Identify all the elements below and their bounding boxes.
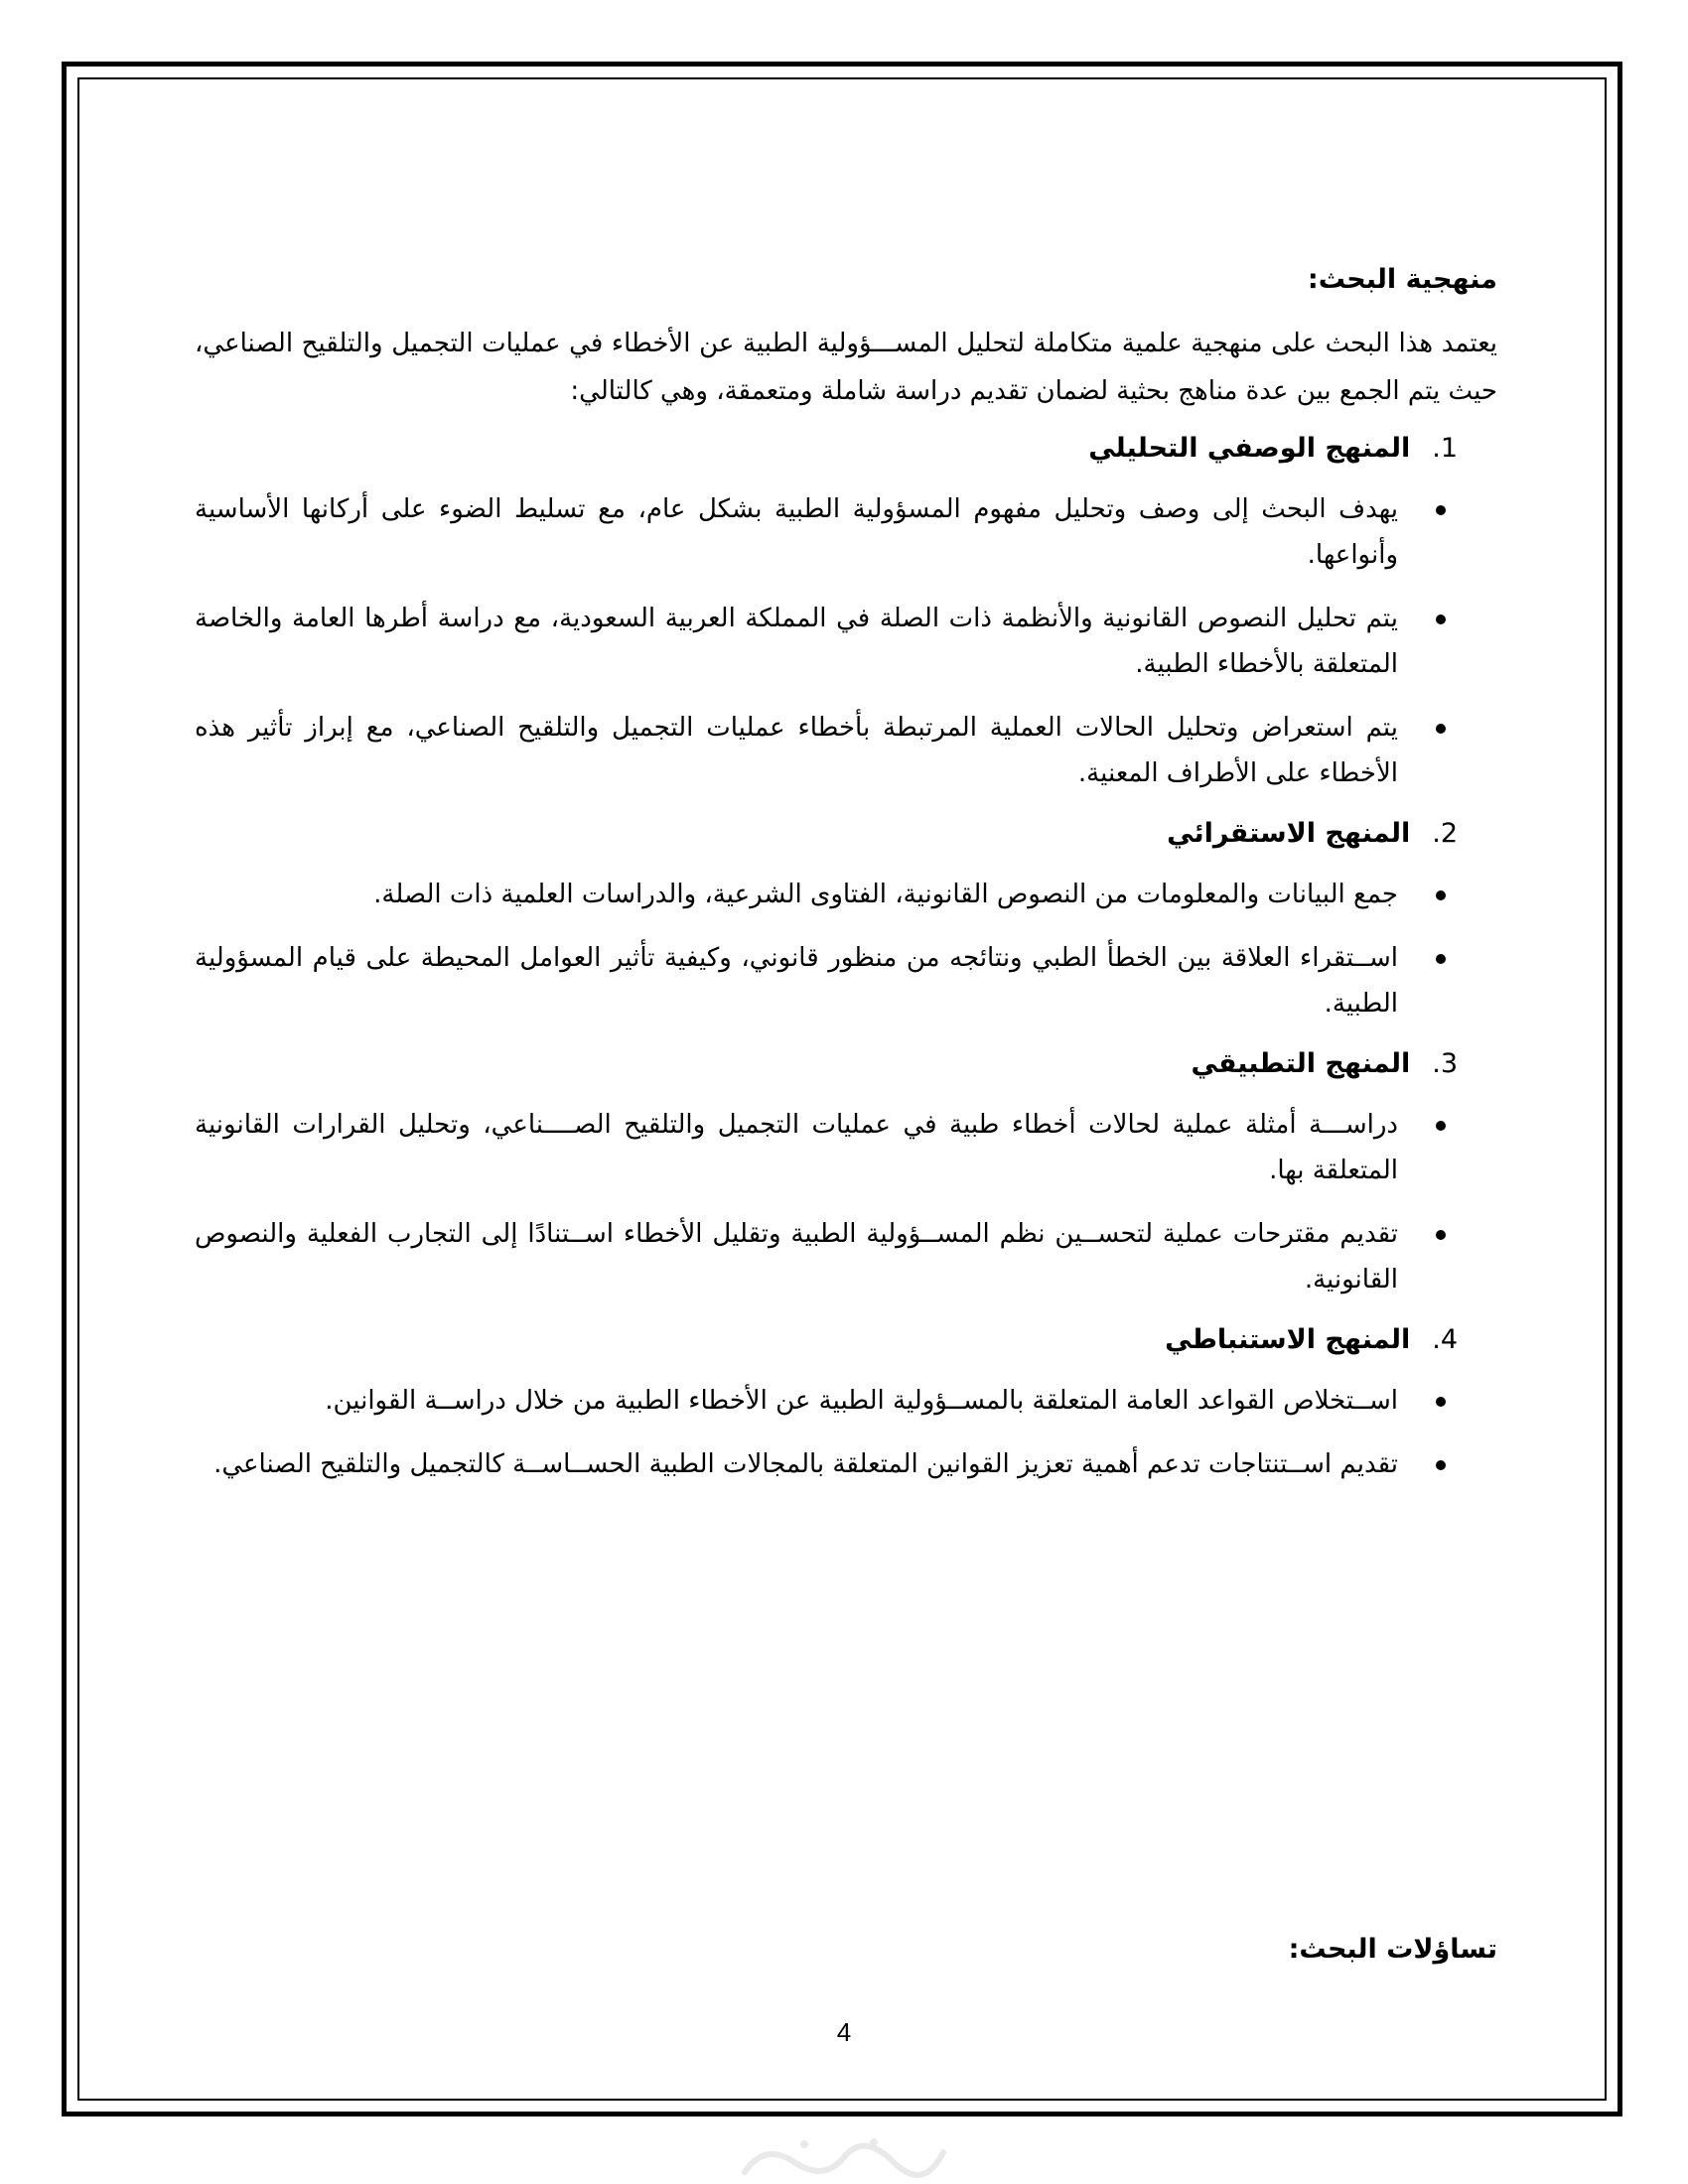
bullet-icon — [1436, 1460, 1446, 1470]
list-item-text: اســتقراء العلاقة بين الخطأ الطبي ونتائجه من منظور قانوني، وكيفية تأثير العوامل المحيطة على قيام المسؤولية الطبية. — [195, 943, 1398, 1019]
bullet-list — [195, 486, 1497, 796]
method-title-text: المنهج التطبيقي — [1191, 1048, 1411, 1079]
method-2 — [195, 814, 1497, 1026]
bullet-list — [195, 872, 1497, 1026]
list-item-text: جمع البيانات والمعلومات من النصوص القانونية، الفتاوى الشرعية، والدراسات العلمية ذات الصلة. — [373, 880, 1398, 909]
list-item — [195, 1211, 1497, 1302]
bullet-icon — [1436, 1121, 1446, 1131]
bullet-icon — [1436, 614, 1446, 624]
list-item — [195, 705, 1497, 796]
method-title — [195, 429, 1497, 469]
list-item-text: يتم تحليل النصوص القانونية والأنظمة ذات الصلة في المملكة العربية السعودية، مع دراسة أطرها العامة والخاصة المتعلقة بالأخطاء الطبية. — [195, 604, 1398, 679]
bullet-list — [195, 1102, 1497, 1302]
method-1 — [195, 429, 1497, 796]
list-item — [195, 486, 1497, 578]
bullet-icon — [1436, 724, 1446, 734]
method-3 — [195, 1044, 1497, 1302]
bullet-icon — [1436, 1397, 1446, 1407]
page-content — [195, 260, 1497, 1505]
list-item — [195, 935, 1497, 1026]
bullet-icon — [1436, 890, 1446, 900]
watermark-logo — [735, 2132, 953, 2182]
list-item — [195, 1102, 1497, 1193]
intro-paragraph: يعتمد هذا البحث على منهجية علمية متكاملة لتحليل المســـؤولية الطبية عن الأخطاء في عمليات التجميل والتلقيح الصناعي، حيث يتم الجمع بين عدة مناهج بحثية لضمان تقديم دراسة شاملة ومتعمقة، وهي كالتالي: — [195, 329, 1497, 406]
bullet-icon — [1436, 1230, 1446, 1240]
bullet-icon — [1436, 954, 1446, 964]
method-title — [195, 814, 1497, 854]
bullet-list — [195, 1378, 1497, 1487]
method-4 — [195, 1320, 1497, 1487]
list-item-text: تقديم مقترحات عملية لتحســين نظم المســؤولية الطبية وتقليل الأخطاء اســتنادًا إلى التجارب الفعلية والنصوص القانونية. — [195, 1219, 1398, 1295]
method-title — [195, 1320, 1497, 1360]
list-item — [195, 1441, 1497, 1487]
method-number: 1. — [1432, 433, 1458, 464]
method-number: 3. — [1432, 1048, 1458, 1079]
list-item — [195, 1378, 1497, 1424]
method-title-text: المنهج الاستقرائي — [1167, 818, 1411, 849]
method-title — [195, 1044, 1497, 1084]
method-title-text: المنهج الوصفي التحليلي — [1088, 433, 1411, 464]
method-number: 4. — [1432, 1324, 1458, 1355]
methodology-heading: منهجية البحث: — [1307, 264, 1497, 295]
list-item — [195, 872, 1497, 917]
method-title-text: المنهج الاستنباطي — [1165, 1324, 1411, 1355]
list-item-text: يهدف البحث إلى وصف وتحليل مفهوم المسؤولية الطبية بشكل عام، مع تسليط الضوء على أركانها الأساسية وأنواعها. — [195, 494, 1398, 570]
list-item-text: دراســـة أمثلة عملية لحالات أخطاء طبية في عمليات التجميل والتلقيح الصــــناعي، وتحليل القرارات القانونية المتعلقة بها. — [195, 1110, 1398, 1185]
list-item-text: يتم استعراض وتحليل الحالات العملية المرتبطة بأخطاء عمليات التجميل والتلقيح الصناعي، مع إبراز تأثير هذه الأخطاء على الأطراف المعنية. — [195, 713, 1398, 788]
list-item-text: تقديم اســتنتاجات تدعم أهمية تعزيز القوانين المتعلقة بالمجالات الطبية الحســاســة كالتجميل والتلقيح الصناعي. — [213, 1449, 1398, 1479]
page-number: 4 — [836, 2017, 852, 2047]
questions-heading: تساؤلات البحث: — [1288, 1934, 1497, 1965]
method-number: 2. — [1432, 818, 1458, 849]
list-item — [195, 596, 1497, 687]
list-item-text: اســتخلاص القواعد العامة المتعلقة بالمســؤولية الطبية عن الأخطاء الطبية من خلال دراســة القوانين. — [325, 1386, 1398, 1416]
bullet-icon — [1436, 505, 1446, 515]
